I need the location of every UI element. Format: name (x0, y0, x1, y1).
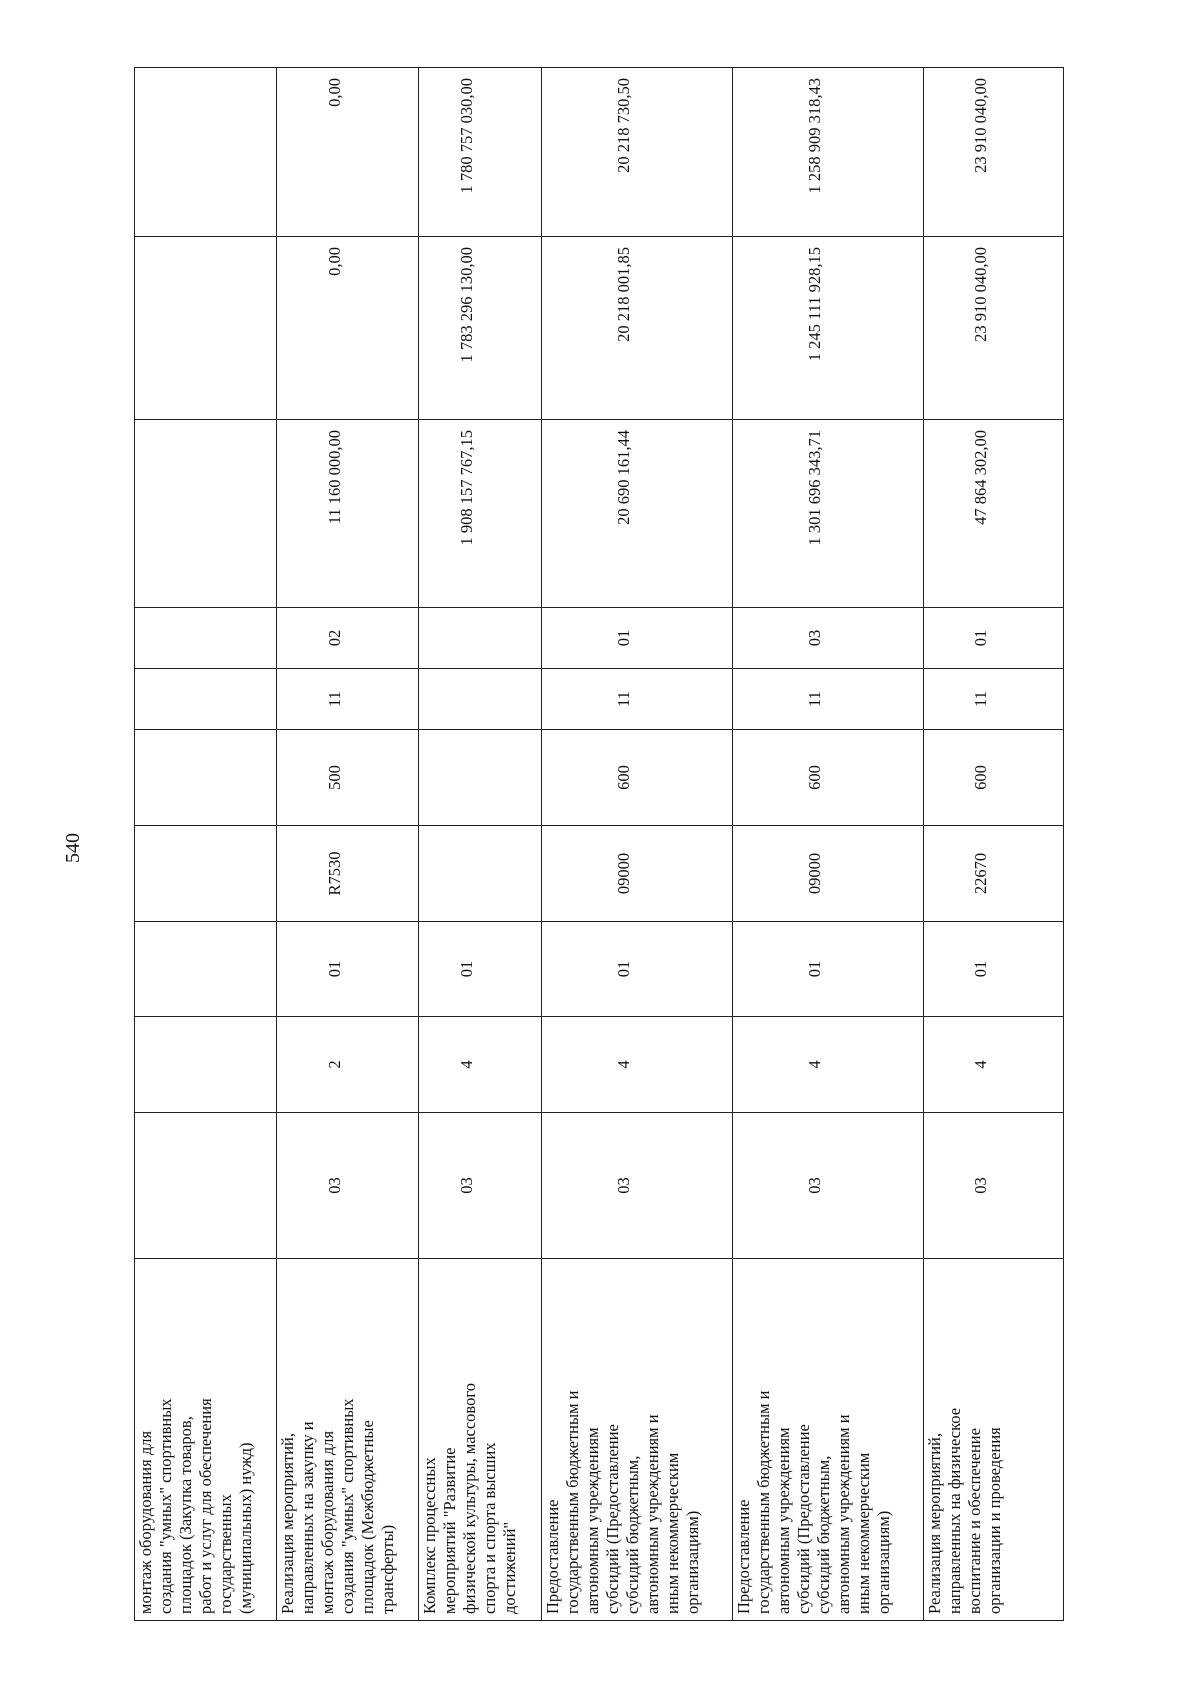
description-line: Предоставление (734, 1499, 753, 1614)
description-line: Реализация мероприятий, (925, 1433, 944, 1614)
amount-year2-cell: 20 218 001,85 (542, 237, 733, 420)
amount-year2-cell: 1 783 296 130,00 (419, 237, 542, 420)
description-cell (135, 1259, 277, 1621)
subprogram-code-cell: 4 (733, 1017, 924, 1113)
structural-element-cell (135, 922, 277, 1017)
section-cell (419, 669, 542, 730)
description-line: физической культуры, массового (460, 1383, 479, 1614)
amount-year3-cell: 1 258 909 318,43 (733, 68, 924, 237)
description-line: направленных на физическое (945, 1407, 964, 1614)
description-cell (733, 1259, 924, 1621)
table-row (733, 68, 924, 1621)
description-line: автономным учреждениям и (834, 1414, 853, 1614)
description-line: создания "умных" спортивных (156, 1398, 175, 1614)
table-row (419, 68, 542, 1621)
description-line: субсидий бюджетным, (814, 1455, 833, 1614)
program-code-cell: 03 (733, 1113, 924, 1259)
description-line: государственных (216, 1494, 235, 1614)
section-cell: 11 (733, 669, 924, 730)
description-line: Реализация мероприятий, (278, 1433, 297, 1614)
expense-direction-cell: 09000 (542, 826, 733, 922)
description-line: трансферты) (378, 1524, 397, 1614)
program-code-cell (135, 1113, 277, 1259)
section-cell: 11 (277, 669, 419, 730)
subprogram-code-cell (135, 1017, 277, 1113)
program-code-cell: 03 (419, 1113, 542, 1259)
amount-year1-cell (135, 420, 277, 608)
description-cell (277, 1259, 419, 1621)
description-line: организации и проведения (985, 1427, 1004, 1614)
description-line: (муниципальных) нужд) (236, 1442, 255, 1614)
program-code-cell: 03 (542, 1113, 733, 1259)
description-line: достижений" (500, 1521, 519, 1614)
description-line: иным некоммерческим (663, 1452, 682, 1614)
amount-year2-cell: 0,00 (277, 237, 419, 420)
description-line: субсидий (Предоставление (603, 1424, 622, 1614)
subprogram-code-cell: 4 (924, 1017, 1064, 1113)
description-line: мероприятий "Развитие (440, 1447, 459, 1614)
subsection-cell: 01 (542, 608, 733, 669)
expense-direction-cell: 22670 (924, 826, 1064, 922)
expense-direction-cell (419, 826, 542, 922)
subsection-cell: 03 (733, 608, 924, 669)
structural-element-cell: 01 (733, 922, 924, 1017)
description-line: площадок (Межбюджетные (358, 1420, 377, 1614)
description-line: работ и услуг для обеспечения (196, 1398, 215, 1614)
description-line: автономным учреждениям (774, 1427, 793, 1614)
expense-type-cell (135, 730, 277, 826)
amount-year3-cell: 20 218 730,50 (542, 68, 733, 237)
expense-direction-cell: 09000 (733, 826, 924, 922)
subprogram-code-cell: 2 (277, 1017, 419, 1113)
section-cell: 11 (924, 669, 1064, 730)
subprogram-code-cell: 4 (419, 1017, 542, 1113)
expense-type-cell: 600 (542, 730, 733, 826)
expense-direction-cell: R7530 (277, 826, 419, 922)
rotated-table-wrapper (134, 68, 1063, 1621)
structural-element-cell: 01 (924, 922, 1064, 1017)
expense-type-cell: 600 (733, 730, 924, 826)
subsection-cell: 02 (277, 608, 419, 669)
description-line: Предоставление (543, 1499, 562, 1614)
description-line: Комплекс процессных (420, 1457, 439, 1614)
description-line: направленных на закупку и (298, 1421, 317, 1614)
subsection-cell (419, 608, 542, 669)
description-line: автономным учреждениям и (643, 1414, 662, 1614)
amount-year1-cell: 1 301 696 343,71 (733, 420, 924, 608)
description-line: площадок (Закупка товаров, (176, 1416, 195, 1614)
amount-year1-cell: 11 160 000,00 (277, 420, 419, 608)
description-line: автономным учреждениям (583, 1427, 602, 1614)
amount-year1-cell: 20 690 161,44 (542, 420, 733, 608)
program-code-cell: 03 (277, 1113, 419, 1259)
subsection-cell (135, 608, 277, 669)
description-line: монтаж оборудования для (318, 1430, 337, 1614)
description-line: спорта и спорта высших (480, 1442, 499, 1614)
subprogram-code-cell: 4 (542, 1017, 733, 1113)
amount-year2-cell: 1 245 111 928,15 (733, 237, 924, 420)
table-row (277, 68, 419, 1621)
description-line: субсидий (Предоставление (794, 1424, 813, 1614)
description-line: организациям) (874, 1510, 893, 1614)
description-cell (924, 1259, 1064, 1621)
structural-element-cell: 01 (419, 922, 542, 1017)
expense-type-cell (419, 730, 542, 826)
description-line: создания "умных" спортивных (338, 1398, 357, 1614)
section-cell: 11 (542, 669, 733, 730)
amount-year3-cell: 1 780 757 030,00 (419, 68, 542, 237)
description-cell (542, 1259, 733, 1621)
structural-element-cell: 01 (542, 922, 733, 1017)
description-line: иным некоммерческим (854, 1452, 873, 1614)
amount-year3-cell (135, 68, 277, 237)
program-code-cell: 03 (924, 1113, 1064, 1259)
page-number: 540 (62, 833, 84, 863)
section-cell (135, 669, 277, 730)
description-line: государственным бюджетным и (754, 1390, 773, 1614)
description-line: организациям) (683, 1510, 702, 1614)
table-row (135, 68, 277, 1621)
budget-table (134, 67, 1064, 1621)
expense-type-cell: 600 (924, 730, 1064, 826)
amount-year1-cell: 47 864 302,00 (924, 420, 1064, 608)
amount-year3-cell: 23 910 040,00 (924, 68, 1064, 237)
amount-year3-cell: 0,00 (277, 68, 419, 237)
description-line: монтаж оборудования для (136, 1430, 155, 1614)
amount-year1-cell: 1 908 157 767,15 (419, 420, 542, 608)
description-line: субсидий бюджетным, (623, 1455, 642, 1614)
subsection-cell: 01 (924, 608, 1064, 669)
expense-type-cell: 500 (277, 730, 419, 826)
description-line: государственным бюджетным и (563, 1390, 582, 1614)
table-row (542, 68, 733, 1621)
structural-element-cell: 01 (277, 922, 419, 1017)
description-line: воспитание и обеспечение (965, 1428, 984, 1614)
table-row (924, 68, 1064, 1621)
amount-year2-cell: 23 910 040,00 (924, 237, 1064, 420)
amount-year2-cell (135, 237, 277, 420)
expense-direction-cell (135, 826, 277, 922)
description-cell (419, 1259, 542, 1621)
